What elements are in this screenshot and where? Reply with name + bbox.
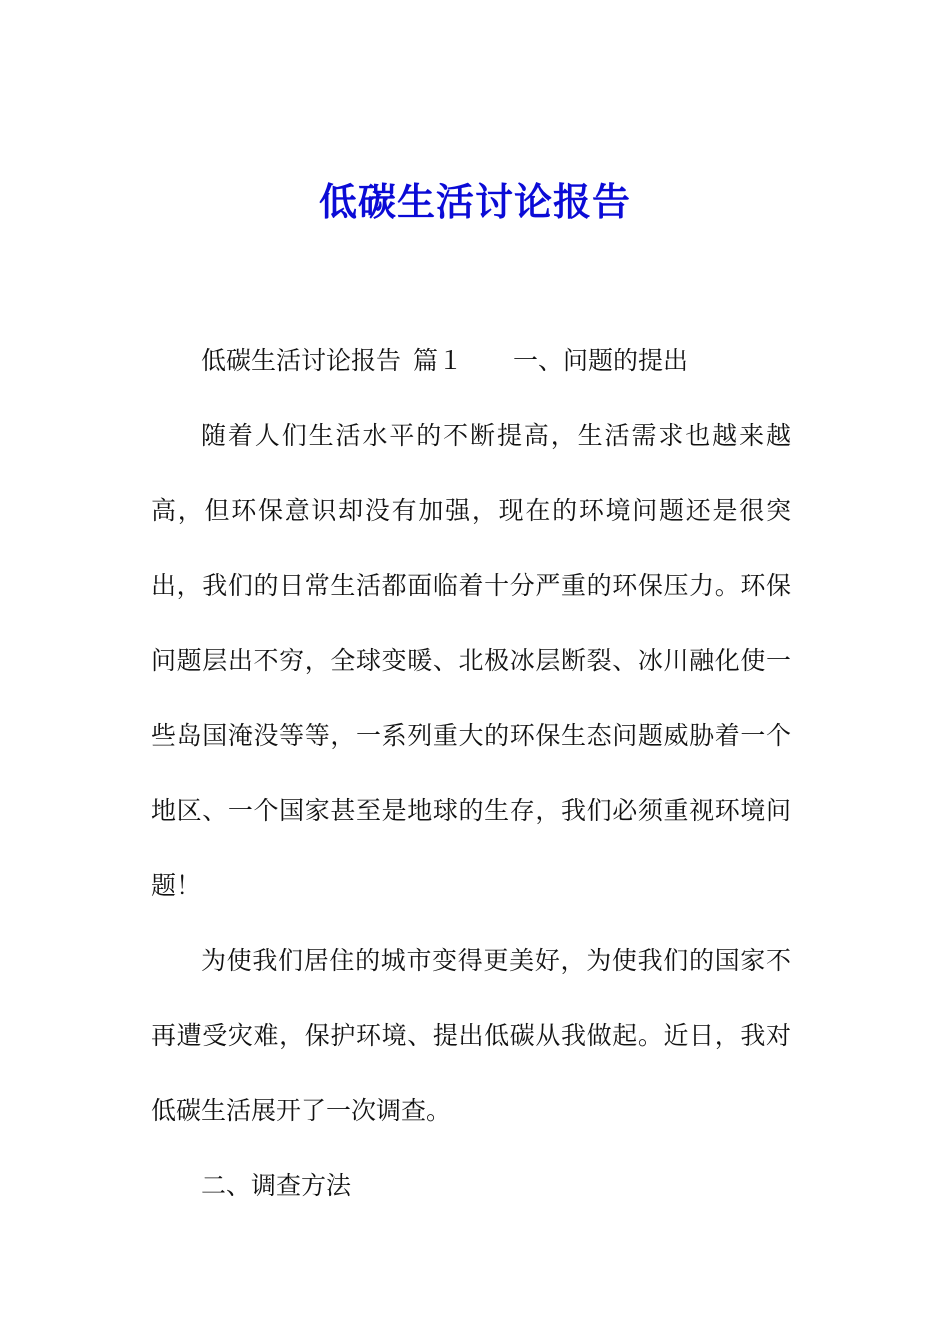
document-title: 低碳生活讨论报告 — [318, 179, 631, 224]
section-2-heading: 二、调查方法 — [201, 1171, 352, 1200]
intro-doc-name: 低碳生活讨论报告 — [201, 346, 402, 375]
section-1-heading: 一、问题的提出 — [513, 346, 689, 375]
document-body — [151, 323, 791, 1223]
paragraph-1: 随着人们生活水平的不断提高，生活需求也越来越高，但环保意识却没有加强，现在的环境问题还是很突出，我们的日常生活都面临着十分严重的环保压力。环保问题层出不穷，全球变暖、北极冰层断裂、冰川融化使一些岛国淹没等等，一系列重大的环保生态问题威胁着一个地区、一个国家甚至是地球的生存，我们必须重视环境问题！ — [151, 421, 791, 900]
paragraph-2: 为使我们居住的城市变得更美好，为使我们的国家不再遭受灾难，保护环境、提出低碳从我做起。近日，我对低碳生活展开了一次调查。 — [151, 946, 791, 1125]
article-label: 篇１ — [413, 346, 464, 375]
intro-line — [151, 323, 791, 398]
